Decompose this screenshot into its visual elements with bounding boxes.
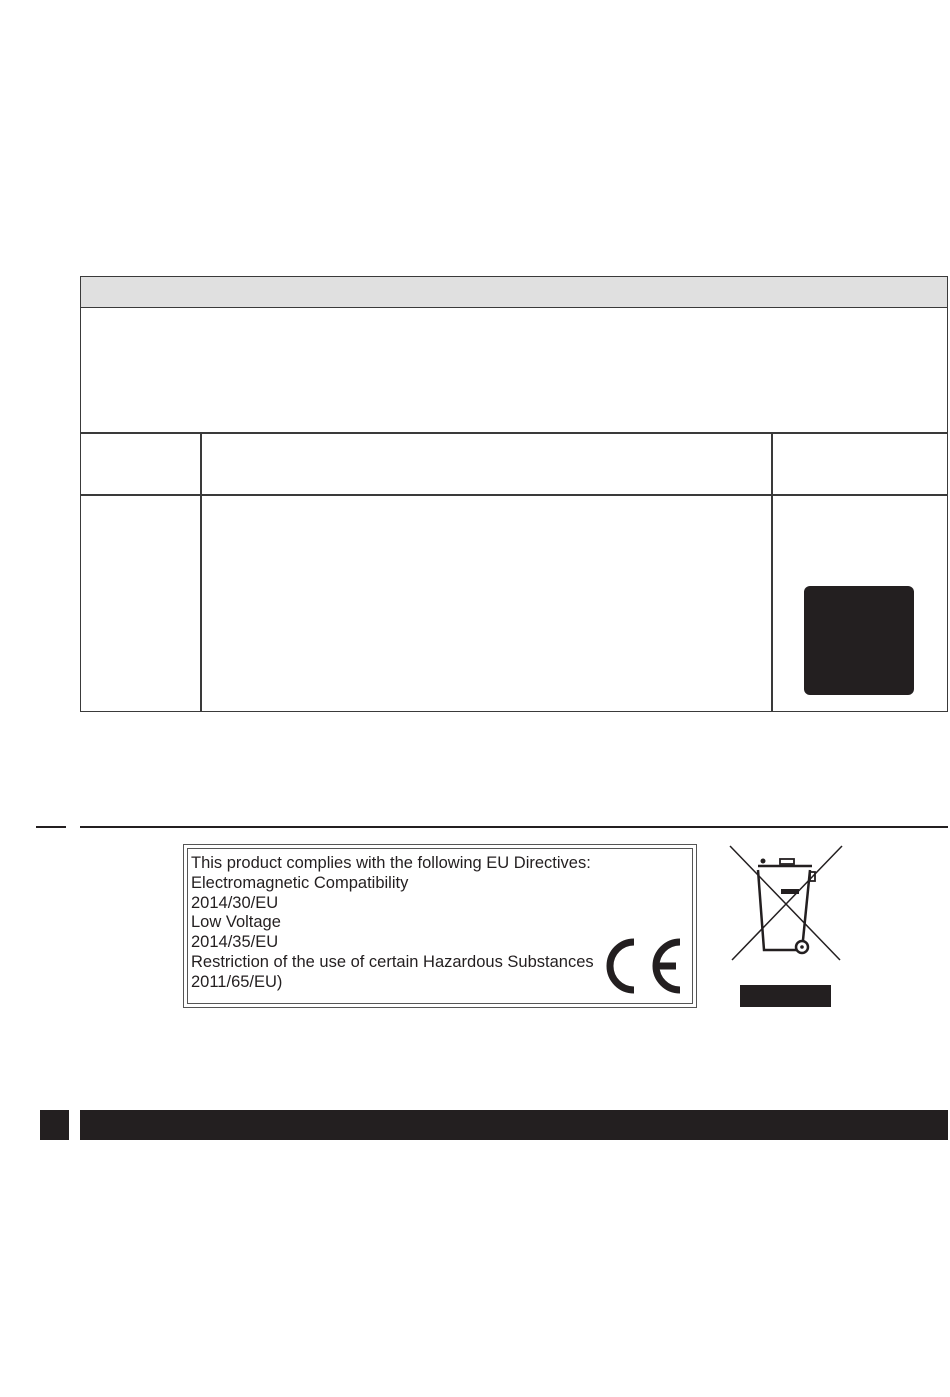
section-rule — [80, 826, 948, 828]
section-rule-short — [36, 826, 66, 828]
compliance-line-rohs: Restriction of the use of certain Hazardous Substances — [191, 952, 594, 971]
table-row-divider — [80, 432, 948, 434]
compliance-line-lv-directive: 2014/35/EU — [191, 933, 279, 952]
dark-symbol-tile — [804, 586, 914, 695]
crossed-out-wheelie-bin-icon — [728, 844, 844, 964]
compliance-line-lv: Low Voltage — [191, 913, 281, 932]
table-row-divider — [80, 494, 948, 496]
footer-page-marker — [40, 1110, 69, 1140]
table-header-band — [81, 277, 947, 308]
ce-mark-icon — [604, 936, 686, 996]
weee-solid-bar — [740, 985, 831, 1007]
compliance-line-intro: This product complies with the following EU Directives: — [191, 854, 591, 872]
table-column-divider — [771, 432, 773, 712]
table-column-divider — [200, 432, 202, 712]
compliance-line-emc-directive: 2014/30/EU — [191, 893, 279, 912]
compliance-line-emc: Electromagnetic Compatibility — [191, 873, 409, 892]
compliance-text — [191, 854, 611, 993]
footer-bar — [80, 1110, 948, 1140]
compliance-line-rohs-directive: 2011/65/EU) — [191, 972, 283, 991]
